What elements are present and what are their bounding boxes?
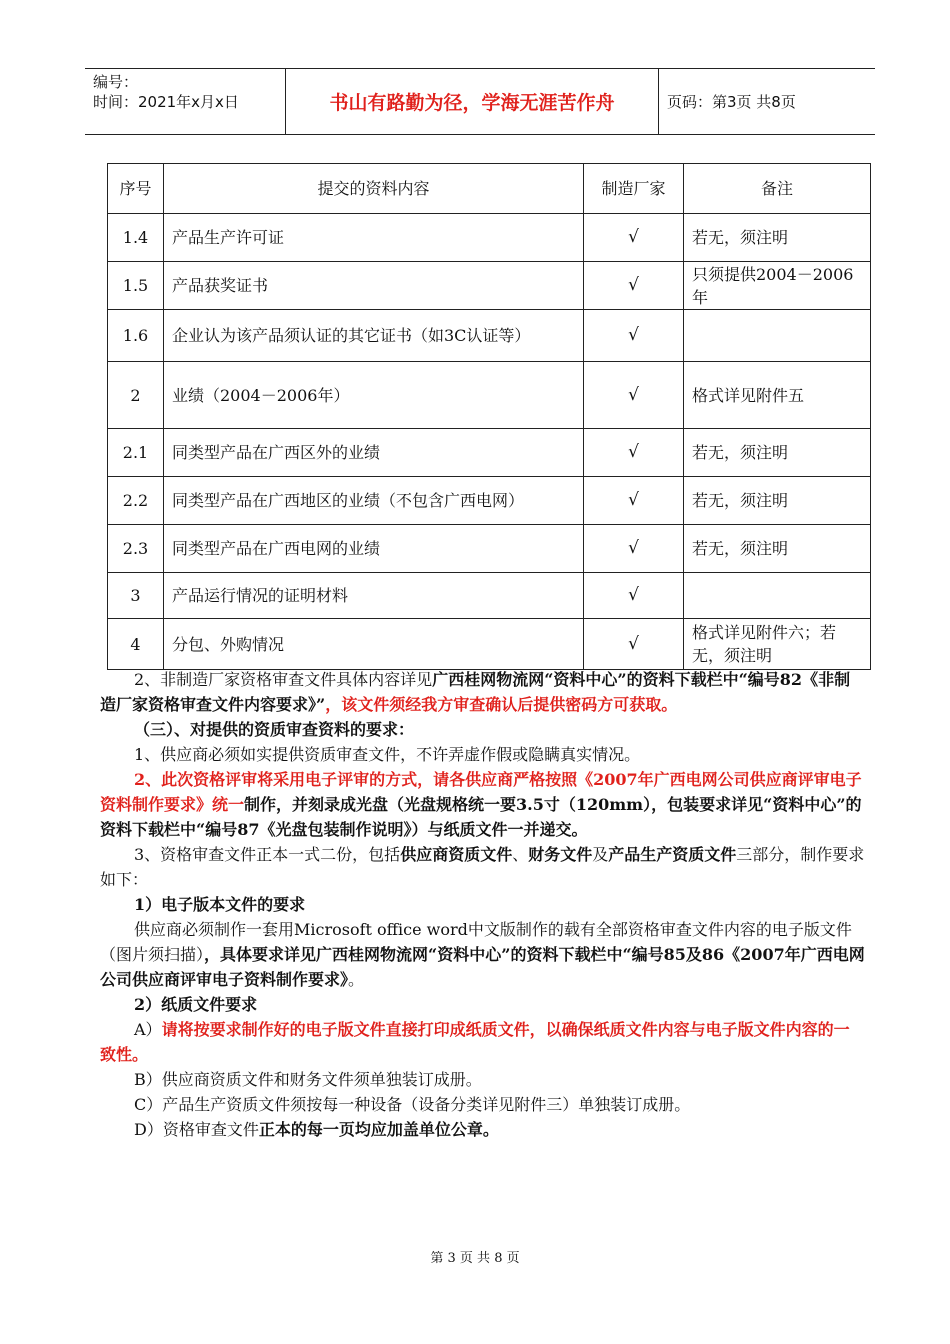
table-row xyxy=(108,310,871,362)
page-footer: 第 3 页 共 8 页 xyxy=(430,1251,520,1266)
table-header-row xyxy=(108,164,871,214)
row-note xyxy=(684,573,871,619)
body-text xyxy=(100,667,865,1142)
row-content: 企业认为该产品须认证的其它证书（如3C认证等） xyxy=(164,310,584,362)
page-header xyxy=(85,68,875,135)
text-bold: 广西桂网物流网“资料中心”的资料下载栏中“编号85及86《2007年广西电网公司供应商评审电子资料制作要求》 xyxy=(100,945,865,989)
row-no: 4 xyxy=(108,619,164,670)
row-note: 若无，须注明 xyxy=(684,214,871,262)
text-red: ，该文件须经我方审查确认后提供密码方可获取。 xyxy=(325,695,678,714)
row-note: 若无，须注明 xyxy=(684,429,871,477)
row-no: 1.5 xyxy=(108,262,164,310)
text-bold: 财务文件 xyxy=(528,845,593,864)
row-content: 同类型产品在广西地区的业绩（不包含广西电网） xyxy=(164,477,584,525)
paragraph-paper-d xyxy=(100,1117,865,1142)
subsection-title-electronic: 1）电子版本文件的要求 xyxy=(134,895,306,914)
row-content: 产品获奖证书 xyxy=(164,262,584,310)
col-header-content: 提交的资料内容 xyxy=(164,164,584,214)
row-note: 格式详见附件六；若无，须注明 xyxy=(684,619,871,670)
row-note: 格式详见附件五 xyxy=(684,362,871,429)
row-check: √ xyxy=(584,429,684,477)
row-check: √ xyxy=(584,477,684,525)
row-note: 只须提供2004－2006年 xyxy=(684,262,871,310)
section-title-requirements: （三）、对提供的资质审查资料的要求： xyxy=(134,720,415,739)
row-no: 2 xyxy=(108,362,164,429)
row-check: √ xyxy=(584,573,684,619)
header-motto: 书山有路勤为径，学海无涯苦作舟 xyxy=(285,69,659,134)
row-no: 2.2 xyxy=(108,477,164,525)
paragraph-non-manufacturer xyxy=(100,667,865,717)
paragraph-req-1: 1、供应商必须如实提供资质审查文件，不许弄虚作假或隐瞒真实情况。 xyxy=(134,745,641,764)
row-no: 1.6 xyxy=(108,310,164,362)
text-red: 2、此次资格评审将采用电子评审的方式，请各供应商严格按照 xyxy=(134,770,578,789)
table-row xyxy=(108,477,871,525)
table-row xyxy=(108,619,871,670)
row-note: 若无，须注明 xyxy=(684,477,871,525)
table-row xyxy=(108,262,871,310)
paragraph-paper-b: B）供应商资质文件和财务文件须单独装订成册。 xyxy=(134,1070,482,1089)
row-content: 同类型产品在广西电网的业绩 xyxy=(164,525,584,573)
row-check: √ xyxy=(584,262,684,310)
text-bold: ，具体要求详见 xyxy=(204,945,317,964)
text-span: 。 xyxy=(348,970,365,989)
col-header-note: 备注 xyxy=(684,164,871,214)
text-bold: 制作，并刻录成光盘（光盘规格统一要3.5寸（120mm），包装要求详见“资料中心”的资料下载栏中“编号87《光盘包装制作说明》）与纸质文件一并递交。 xyxy=(100,795,862,839)
row-check: √ xyxy=(584,214,684,262)
row-check: √ xyxy=(584,619,684,670)
table-row xyxy=(108,573,871,619)
text-span: 及 xyxy=(592,845,609,864)
text-span: A） xyxy=(134,1020,162,1039)
row-check: √ xyxy=(584,362,684,429)
paragraph-paper-c: C）产品生产资质文件须按每一种设备（设备分类详见附件三）单独装订成册。 xyxy=(134,1095,691,1114)
text-bold: 正本的每一页均应加盖单位公章。 xyxy=(258,1120,499,1139)
row-no: 3 xyxy=(108,573,164,619)
text-span: D）资格审查文件 xyxy=(134,1120,259,1139)
row-content: 同类型产品在广西区外的业绩 xyxy=(164,429,584,477)
paragraph-req-2 xyxy=(100,767,865,842)
row-note xyxy=(684,310,871,362)
table-row xyxy=(108,525,871,573)
header-time: 时间：2021年x月x日 xyxy=(93,93,239,111)
text-span: 三部分，制作要求如下： xyxy=(100,845,865,889)
table-row xyxy=(108,429,871,477)
col-header-no: 序号 xyxy=(108,164,164,214)
row-content: 产品运行情况的证明材料 xyxy=(164,573,584,619)
row-content: 产品生产许可证 xyxy=(164,214,584,262)
row-no: 2.1 xyxy=(108,429,164,477)
text-red: 《2007年广西电网公司供应商评审电子资料制作要求》统一 xyxy=(100,770,862,814)
text-red: 请将按要求制作好的电子版文件直接打印成纸质文件，以确保纸质文件内容与电子版文件内容的一致性。 xyxy=(100,1020,850,1064)
subsection-title-paper: 2）纸质文件要求 xyxy=(134,995,258,1014)
text-span: 供应商必须制作一套用Microsoft office word中文版制作的载有全部资格审查文件内容的电子版文件（图片须扫描） xyxy=(100,920,852,964)
row-content: 业绩（2004－2006年） xyxy=(164,362,584,429)
row-note: 若无，须注明 xyxy=(684,525,871,573)
row-check: √ xyxy=(584,525,684,573)
table-row xyxy=(108,214,871,262)
text-span: 2、非制造厂家资格审查文件具体内容详见 xyxy=(134,670,433,689)
row-no: 2.3 xyxy=(108,525,164,573)
materials-table xyxy=(107,163,871,670)
table-row xyxy=(108,362,871,429)
header-page-number: 页码：第3页 共8页 xyxy=(667,93,796,111)
text-bold: 供应商资质文件 xyxy=(400,845,513,864)
text-bold: 产品生产资质文件 xyxy=(608,845,737,864)
row-content: 分包、外购情况 xyxy=(164,619,584,670)
paragraph-paper-a xyxy=(100,1017,865,1067)
row-no: 1.4 xyxy=(108,214,164,262)
header-meta xyxy=(85,69,285,134)
paragraph-req-3 xyxy=(100,842,865,892)
text-span: 、 xyxy=(512,845,529,864)
row-check: √ xyxy=(584,310,684,362)
paragraph-electronic xyxy=(100,917,865,992)
col-header-maker: 制造厂家 xyxy=(584,164,684,214)
text-span: 3、资格审查文件正本一式二份，包括 xyxy=(134,845,401,864)
header-code: 编号： xyxy=(93,73,139,91)
text-bold: 广西桂网物流网“资料中心”的资料下载栏中“编号82《非制造厂家资格审查文件内容要求》” xyxy=(100,670,851,714)
